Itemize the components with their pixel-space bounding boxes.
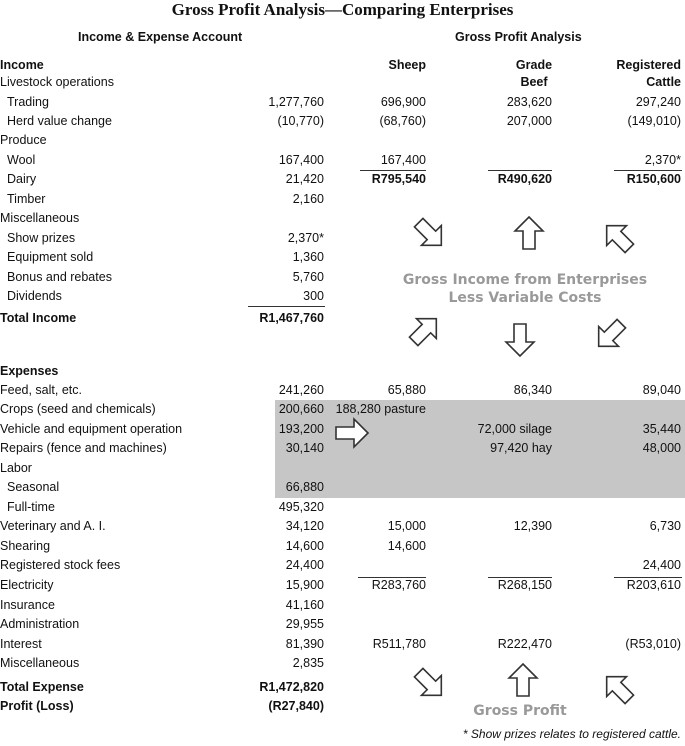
expense-label: Repairs (fence and machines) bbox=[0, 441, 167, 455]
registered-cattle-value: 89,040 bbox=[642, 383, 681, 397]
expense-row bbox=[0, 617, 685, 636]
expense-label: Electricity bbox=[0, 578, 54, 592]
arrow-up-left-icon bbox=[598, 668, 638, 708]
expense-row bbox=[0, 500, 685, 519]
sheep-subtotal-rule bbox=[360, 170, 426, 171]
arrow-down-right-icon bbox=[410, 214, 450, 254]
grade-beef-value: 207,000 bbox=[506, 114, 552, 128]
account-value: 24,400 bbox=[285, 558, 324, 572]
expense-row bbox=[0, 578, 685, 597]
col-registered: Registered Cattle bbox=[616, 58, 681, 89]
income-label: Miscellaneous bbox=[0, 211, 80, 225]
col-sheep: Sheep bbox=[388, 58, 426, 72]
profit-label: Profit (Loss) bbox=[0, 699, 74, 713]
total-income-label: Total Income bbox=[0, 311, 77, 325]
income-label: Wool bbox=[7, 153, 36, 167]
income-row bbox=[0, 114, 685, 133]
expense-label: Feed, salt, etc. bbox=[0, 383, 82, 397]
account-value: 167,400 bbox=[278, 153, 324, 167]
account-value: 1,360 bbox=[292, 250, 324, 264]
income-row bbox=[0, 133, 685, 152]
account-value: 34,120 bbox=[285, 519, 324, 533]
account-value: (10,770) bbox=[277, 114, 324, 128]
sheep-value: 167,400 bbox=[380, 153, 426, 167]
income-label: Produce bbox=[0, 133, 47, 147]
gross-profit-note: Gross Profit bbox=[473, 703, 567, 719]
income-row bbox=[0, 153, 685, 172]
expense-label: Seasonal bbox=[7, 480, 60, 494]
account-value: 81,390 bbox=[285, 637, 324, 651]
arrow-up-icon bbox=[503, 660, 543, 700]
registered-subtotal-rule bbox=[614, 170, 682, 171]
total-expense-value: R1,472,820 bbox=[259, 680, 324, 694]
grade-beef-value: R268,150 bbox=[497, 578, 552, 592]
account-value: 1,277,760 bbox=[268, 95, 324, 109]
income-label: Timber bbox=[7, 192, 46, 206]
arrow-down-right-icon bbox=[410, 664, 450, 704]
account-value: 495,320 bbox=[278, 500, 324, 514]
income-heading: Income bbox=[0, 58, 44, 72]
total-income-row bbox=[0, 311, 685, 330]
registered-cattle-value: 24,400 bbox=[642, 558, 681, 572]
sheep-value: (68,760) bbox=[379, 114, 426, 128]
expense-label: Insurance bbox=[0, 598, 55, 612]
expense-label: Labor bbox=[0, 461, 32, 475]
income-row bbox=[0, 95, 685, 114]
col-grade: Grade Beef bbox=[515, 58, 553, 89]
profit-row bbox=[0, 699, 685, 718]
registered-cattle-value: 2,370* bbox=[644, 153, 681, 167]
income-label: Herd value change bbox=[7, 114, 112, 128]
registered-cattle-value: 35,440 bbox=[642, 422, 681, 436]
sheep-value: R283,760 bbox=[371, 578, 426, 592]
expenses-heading: Expenses bbox=[0, 364, 59, 378]
registered-cattle-value: (149,010) bbox=[627, 114, 681, 128]
expense-label: Miscellaneous bbox=[0, 656, 80, 670]
expense-label: Interest bbox=[0, 637, 42, 651]
sheep-value: 188,280 pasture bbox=[335, 402, 426, 416]
income-total-rule bbox=[248, 306, 325, 307]
arrow-down-left-icon bbox=[590, 315, 630, 355]
expense-label: Shearing bbox=[0, 539, 51, 553]
expense-row bbox=[0, 539, 685, 558]
expense-label: Administration bbox=[0, 617, 80, 631]
grade-beef-value: 12,390 bbox=[513, 519, 552, 533]
account-value: 193,200 bbox=[278, 422, 324, 436]
income-label: Bonus and rebates bbox=[7, 270, 112, 284]
income-label: Equipment sold bbox=[7, 250, 94, 264]
income-label: Show prizes bbox=[7, 231, 76, 245]
account-value: 200,660 bbox=[278, 402, 324, 416]
account-value: 66,880 bbox=[285, 480, 324, 494]
arrow-down-icon bbox=[500, 320, 540, 360]
registered-cattle-value: R203,610 bbox=[626, 578, 681, 592]
expense-label: Full-time bbox=[7, 500, 55, 514]
sheep-value: 696,900 bbox=[380, 95, 426, 109]
registered-cattle-value: 6,730 bbox=[649, 519, 681, 533]
expense-row bbox=[0, 480, 685, 499]
expense-label: Crops (seed and chemicals) bbox=[0, 402, 156, 416]
registered-cattle-value: (R53,010) bbox=[625, 637, 681, 651]
expense-row bbox=[0, 461, 685, 480]
income-label: Dividends bbox=[7, 289, 62, 303]
registered-cattle-value: 297,240 bbox=[635, 95, 681, 109]
grade-expense-rule bbox=[488, 577, 552, 578]
account-value: 2,160 bbox=[292, 192, 324, 206]
grade-beef-value: 97,420 hay bbox=[490, 441, 552, 455]
expense-row bbox=[0, 598, 685, 617]
account-value: 2,835 bbox=[292, 656, 324, 670]
account-value: 14,600 bbox=[285, 539, 324, 553]
expense-label: Veterinary and A. I. bbox=[0, 519, 106, 533]
total-expense-label: Total Expense bbox=[0, 680, 84, 694]
arrow-up-left-icon bbox=[598, 217, 638, 257]
expense-row bbox=[0, 383, 685, 402]
income-row bbox=[0, 192, 685, 211]
expense-row bbox=[0, 637, 685, 656]
right-header: Gross Profit Analysis bbox=[455, 30, 582, 44]
grade-beef-value: R490,620 bbox=[497, 172, 552, 186]
account-value: 5,760 bbox=[292, 270, 324, 284]
grade-beef-value: 86,340 bbox=[513, 383, 552, 397]
income-row bbox=[0, 231, 685, 250]
grade-beef-value: 283,620 bbox=[506, 95, 552, 109]
sheep-value: R795,540 bbox=[371, 172, 426, 186]
account-value: 241,260 bbox=[278, 383, 324, 397]
account-value: 41,160 bbox=[285, 598, 324, 612]
grade-beef-value: R222,470 bbox=[497, 637, 552, 651]
income-label: Trading bbox=[7, 95, 49, 109]
arrow-up-right-icon bbox=[405, 310, 445, 350]
income-row bbox=[0, 211, 685, 230]
expense-row bbox=[0, 558, 685, 577]
expense-row bbox=[0, 656, 685, 675]
account-value: 2,370* bbox=[287, 231, 324, 245]
left-header: Income & Expense Account bbox=[78, 30, 243, 44]
income-row bbox=[0, 75, 685, 94]
registered-cattle-value: R150,600 bbox=[626, 172, 681, 186]
footnote: * Show prizes relates to registered cattle. bbox=[462, 727, 681, 741]
income-label: Livestock operations bbox=[0, 75, 114, 89]
registered-cattle-value: 48,000 bbox=[642, 441, 681, 455]
account-value: 15,900 bbox=[285, 578, 324, 592]
income-row bbox=[0, 172, 685, 191]
grade-beef-value: 72,000 silage bbox=[477, 422, 552, 436]
gross-income-note: Gross Income from Enterprises Less Variable Costs bbox=[402, 272, 648, 306]
account-value: 30,140 bbox=[285, 441, 324, 455]
sheep-value: 14,600 bbox=[387, 539, 426, 553]
income-row bbox=[0, 250, 685, 269]
grade-subtotal-rule bbox=[488, 170, 552, 171]
registered-expense-rule bbox=[614, 577, 682, 578]
account-value: 29,955 bbox=[285, 617, 324, 631]
income-label: Dairy bbox=[7, 172, 37, 186]
account-value: 300 bbox=[303, 289, 324, 303]
expense-row bbox=[0, 519, 685, 538]
expense-label: Vehicle and equipment operation bbox=[0, 422, 183, 436]
sheep-value: R511,780 bbox=[372, 637, 426, 651]
total-income-value: R1,467,760 bbox=[259, 311, 324, 325]
expense-label: Registered stock fees bbox=[0, 558, 121, 572]
page-title: Gross Profit Analysis—Comparing Enterprises bbox=[171, 0, 514, 19]
profit-value: (R27,840) bbox=[268, 699, 324, 713]
expenses-header-row bbox=[0, 364, 685, 383]
sheep-value: 65,880 bbox=[387, 383, 426, 397]
total-expense-row bbox=[0, 680, 685, 699]
arrow-up-icon bbox=[509, 213, 549, 253]
sheep-expense-rule bbox=[358, 577, 426, 578]
sheep-value: 15,000 bbox=[387, 519, 426, 533]
arrow-right-icon bbox=[332, 413, 372, 453]
account-value: 21,420 bbox=[285, 172, 324, 186]
